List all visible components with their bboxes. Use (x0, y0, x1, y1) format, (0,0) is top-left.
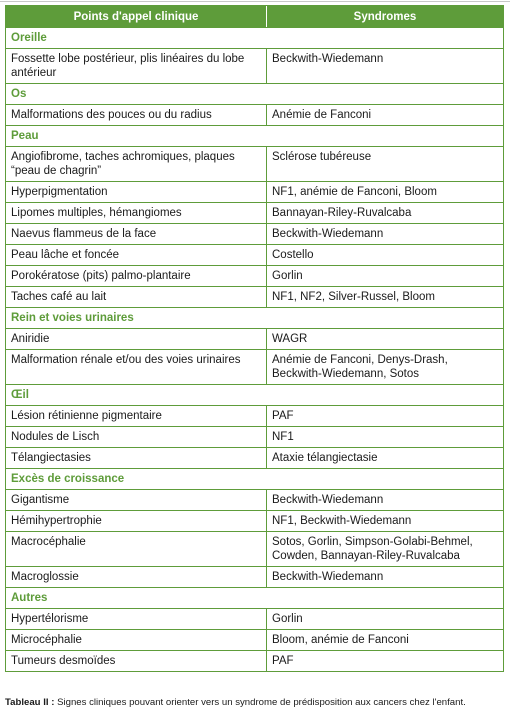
caption-label: Tableau II : (5, 697, 55, 708)
section-header: Oreille (6, 27, 503, 48)
table-row (6, 510, 503, 531)
clinical-sign-cell: Angiofibrome, taches achromiques, plaques “peau de chagrin” (6, 147, 267, 181)
section-header: Os (6, 83, 503, 104)
syndrome-cell: Ataxie télangiectasie (272, 452, 378, 464)
syndrome-cell: Bannayan-Riley-Ruvalcaba (272, 207, 412, 219)
table-row (6, 608, 503, 629)
table-header (6, 6, 503, 27)
syndrome-cell: NF1, anémie de Fanconi, Bloom (272, 186, 437, 198)
syndrome-cell: Anémie de Fanconi (272, 109, 372, 121)
clinical-sign-cell: Peau lâche et foncée (6, 245, 267, 265)
clinical-sign-cell: Fossette lobe postérieur, plis linéaires du lobe antérieur (6, 49, 267, 83)
clinical-sign-cell: Nodules de Lisch (6, 427, 267, 447)
table-row (6, 265, 503, 286)
syndrome-cell: Sclérose tubéreuse (272, 151, 372, 163)
clinical-sign-cell: Naevus flammeus de la face (6, 224, 267, 244)
table-row (6, 426, 503, 447)
syndrome-cell: Sotos, Gorlin, Simpson-Golabi-Behmel, Cowden, Bannayan-Riley-Ruvalcaba (272, 536, 473, 562)
table-row (6, 349, 503, 384)
clinical-sign-cell: Taches café au lait (6, 287, 267, 307)
section-header: Excès de croissance (6, 468, 503, 489)
syndrome-cell: Costello (272, 249, 314, 261)
table-row (6, 223, 503, 244)
clinical-sign-cell: Lésion rétinienne pigmentaire (6, 406, 267, 426)
table-row (6, 531, 503, 566)
syndrome-cell: PAF (272, 410, 294, 422)
header-syndromes: Syndromes (353, 10, 417, 23)
syndrome-cell: WAGR (272, 333, 308, 345)
clinical-signs-table (5, 5, 504, 672)
clinical-sign-cell: Tumeurs desmoïdes (6, 651, 267, 671)
table-row (6, 146, 503, 181)
clinical-sign-cell: Microcéphalie (6, 630, 267, 650)
section-header: Œil (6, 384, 503, 405)
header-clinical-signs: Points d'appel clinique (6, 6, 267, 27)
table-row (6, 328, 503, 349)
table-row (6, 202, 503, 223)
clinical-sign-cell: Hémihypertrophie (6, 511, 267, 531)
syndrome-cell: Beckwith-Wiedemann (272, 571, 384, 583)
clinical-sign-cell: Malformations des pouces ou du radius (6, 105, 267, 125)
syndrome-cell: NF1, NF2, Silver-Russel, Bloom (272, 291, 435, 303)
syndrome-cell: Gorlin (272, 613, 303, 625)
table-row (6, 566, 503, 587)
syndrome-cell: Gorlin (272, 270, 303, 282)
table-row (6, 650, 503, 671)
clinical-sign-cell: Hyperpigmentation (6, 182, 267, 202)
table-caption (5, 697, 507, 708)
section-header: Rein et voies urinaires (6, 307, 503, 328)
table-body (6, 27, 503, 671)
syndrome-cell: Beckwith-Wiedemann (272, 228, 384, 240)
table-row (6, 447, 503, 468)
clinical-sign-cell: Malformation rénale et/ou des voies urinaires (6, 350, 267, 384)
cropped-text-strip (0, 0, 510, 3)
clinical-sign-cell: Lipomes multiples, hémangiomes (6, 203, 267, 223)
table-row (6, 181, 503, 202)
table-row (6, 629, 503, 650)
syndrome-cell: Beckwith-Wiedemann (272, 494, 384, 506)
syndrome-cell: PAF (272, 655, 294, 667)
clinical-sign-cell: Macroglossie (6, 567, 267, 587)
table-row (6, 405, 503, 426)
syndrome-cell: Anémie de Fanconi, Denys-Drash, Beckwith-Wiedemann, Sotos (272, 354, 448, 380)
syndrome-cell: Bloom, anémie de Fanconi (272, 634, 409, 646)
table-row (6, 104, 503, 125)
table-row (6, 489, 503, 510)
syndrome-cell: NF1 (272, 431, 294, 443)
caption-text: Signes cliniques pouvant orienter vers un syndrome de prédisposition aux cancers chez l'enfant. (54, 697, 466, 708)
clinical-sign-cell: Macrocéphalie (6, 532, 267, 566)
clinical-sign-cell: Télangiectasies (6, 448, 267, 468)
clinical-sign-cell: Aniridie (6, 329, 267, 349)
table-row (6, 286, 503, 307)
section-header: Autres (6, 587, 503, 608)
table-row (6, 244, 503, 265)
syndrome-cell: NF1, Beckwith-Wiedemann (272, 515, 412, 527)
clinical-sign-cell: Porokératose (pits) palmo-plantaire (6, 266, 267, 286)
clinical-sign-cell: Gigantisme (6, 490, 267, 510)
clinical-sign-cell: Hypertélorisme (6, 609, 267, 629)
section-header: Peau (6, 125, 503, 146)
syndrome-cell: Beckwith-Wiedemann (272, 53, 384, 65)
table-row (6, 48, 503, 83)
